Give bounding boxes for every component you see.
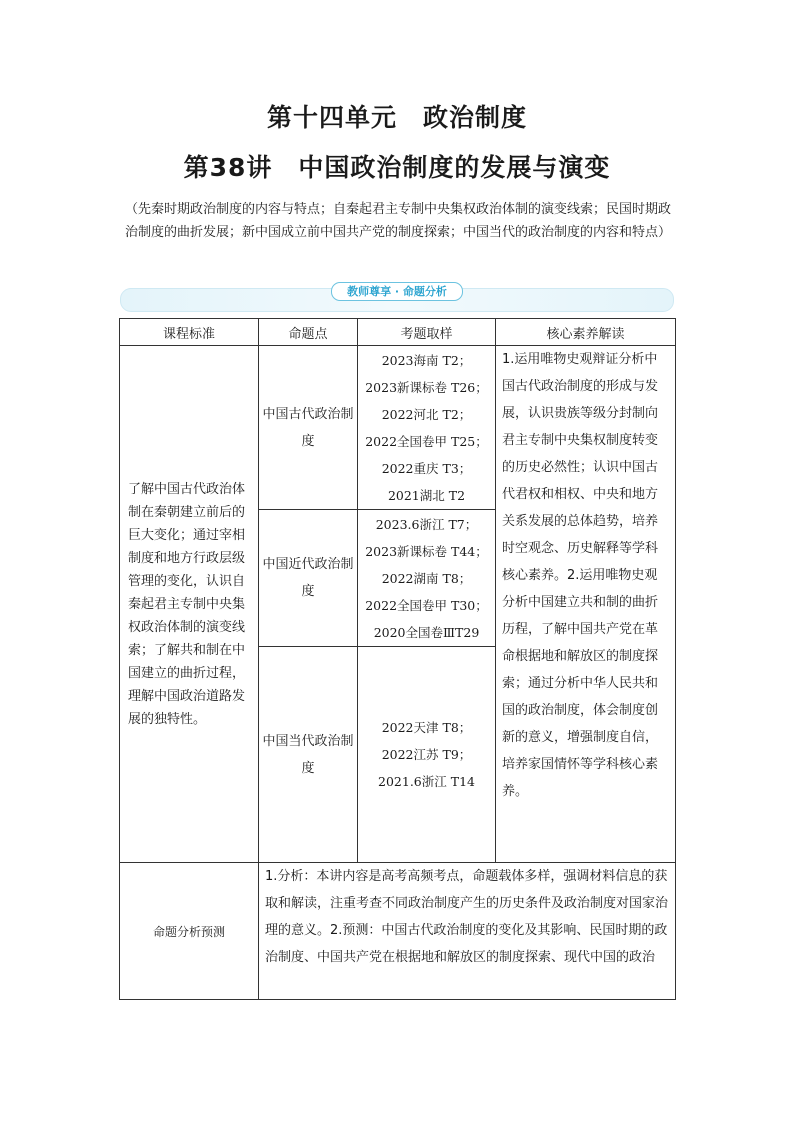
- sample-item: 2022江苏 T9；: [381, 747, 472, 762]
- analysis-table: [119, 318, 676, 1000]
- exam-samples-modern: [358, 510, 496, 647]
- table-header-row: [120, 319, 676, 346]
- sample-item: 2022全国卷甲 T25；: [365, 433, 488, 449]
- sample-item: 2022湖南 T8；: [381, 570, 472, 586]
- curriculum-standard-cell: 了解中国古代政治体制在秦朝建立前后的巨大变化；通过宰相制度和地方行政层级管理的变化，认识自秦起君主专制中央集权政治体制的演变线索；了解共和制在中国建立的曲折过程，理解中国政治道路发展的独特性。: [120, 346, 259, 863]
- header-curriculum-standard: 课程标准: [120, 319, 259, 346]
- header-exam-samples: 考题取样: [358, 319, 496, 346]
- intro-text: （先秦时期政治制度的内容与特点；自秦起君主专制中央集权政治体制的演变线索；民国时期政治制度的曲折发展；新中国成立前中国共产党的制度探索；中国当代的政治制度的内容和特点）: [124, 202, 671, 240]
- exam-samples-contemporary: [358, 647, 496, 863]
- proposition-point-ancient: 中国古代政治制度: [259, 346, 358, 510]
- banner-label: 教师尊享 · 命题分析: [331, 282, 463, 301]
- sample-item: 2022重庆 T3；: [381, 460, 472, 476]
- prediction-row: [120, 863, 676, 1000]
- header-core-literacy: 核心素养解读: [496, 319, 676, 346]
- sample-item: 2023海南 T2；: [381, 352, 472, 368]
- sample-item: 2023.6浙江 T7；: [375, 516, 478, 532]
- lecture-title: 第38讲 中国政治制度的发展与演变: [183, 153, 611, 182]
- core-literacy-cell: 1.运用唯物史观辩证分析中国古代政治制度的形成与发展，认识贵族等级分封制向君主专制中央集权制度转变的历史必然性；认识中国古代君权和相权、中央和地方关系发展的总体趋势，培养时空观念、历史解释等学科核心素养。2.运用唯物史观分析中国建立共和制的曲折历程，了解中国共产党在革命根据地和解放区的制度探索；通过分析中华人民共和国的政治制度，体会制度创新的意义，增强制度自信，培养家国情怀等学科核心素养。: [496, 346, 676, 863]
- sample-item: 2020全国卷ⅢT29: [373, 624, 480, 640]
- sample-item: 2021.6浙江 T14: [378, 774, 475, 789]
- prediction-label: 命题分析预测: [120, 863, 259, 1000]
- proposition-point-contemporary: 中国当代政治制度: [259, 647, 358, 863]
- sample-item: 2022天津 T8；: [381, 720, 472, 735]
- header-proposition-point: 命题点: [259, 319, 358, 346]
- prediction-cell: 1.分析：本讲内容是高考高频考点，命题载体多样，强调材料信息的获取和解读，注重考查不同政治制度产生的历史条件及政治制度对国家治理的意义。2.预测：中国古代政治制度的变化及其影响、民国时期的政治制度、中国共产党在根据地和解放区的制度探索、现代中国的政治: [259, 863, 676, 1000]
- sample-item: 2021湖北 T2: [387, 487, 466, 503]
- sample-item: 2022河北 T2；: [381, 406, 472, 422]
- sample-item: 2023新课标卷 T26；: [365, 379, 488, 395]
- unit-title: 第十四单元 政治制度: [266, 103, 527, 132]
- sample-item: 2022全国卷甲 T30；: [365, 597, 488, 613]
- table-row: [120, 346, 676, 510]
- proposition-point-modern: 中国近代政治制度: [259, 510, 358, 647]
- sample-item: 2023新课标卷 T44；: [365, 543, 488, 559]
- exam-samples-ancient: [358, 346, 496, 510]
